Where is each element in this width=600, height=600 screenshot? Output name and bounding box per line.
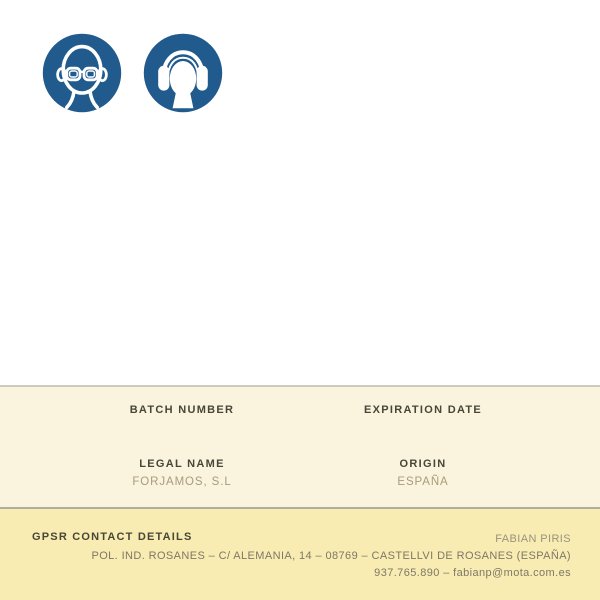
contact-address: POL. IND. ROSANES – C/ ALEMANIA, 14 – 08769 – CASTELLVI DE ROSANES (ESPAÑA)	[91, 550, 571, 562]
contact-name: FABIAN PIRIS	[495, 533, 571, 545]
legal-name-value: FORJAMOS, S.L	[132, 476, 232, 488]
gpsr-contact-section	[0, 507, 600, 600]
legal-name-label: LEGAL NAME	[139, 458, 225, 470]
contact-phone-email: 937.765.890 – fabianp@mota.com.es	[374, 567, 571, 579]
wear-eye-protection-icon	[42, 33, 122, 113]
batch-number-label: BATCH NUMBER	[129, 404, 235, 416]
origin-value: ESPAÑA	[397, 476, 449, 488]
origin-label: ORIGIN	[399, 458, 447, 470]
info-column-right	[246, 387, 600, 489]
product-info-section	[0, 385, 600, 507]
gpsr-contact-heading: GPSR CONTACT DETAILS	[32, 531, 193, 543]
gpsr-contact-details	[91, 531, 571, 582]
expiration-date-label: EXPIRATION DATE	[363, 404, 483, 416]
safety-icons-row	[42, 33, 223, 113]
wear-ear-protection-icon	[143, 33, 223, 113]
